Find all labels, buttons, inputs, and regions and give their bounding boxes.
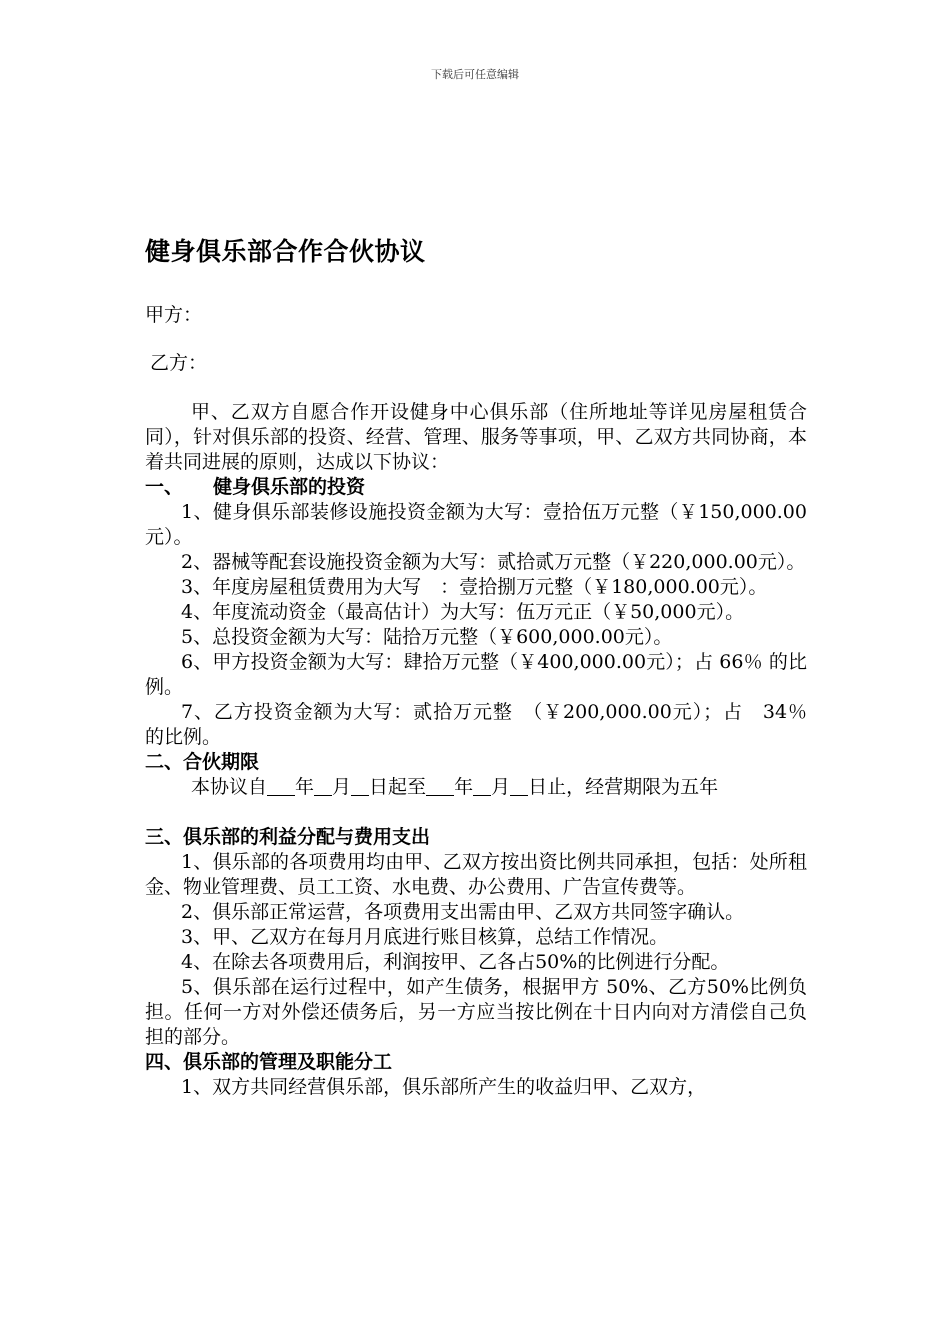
- party-a-label: 甲方：: [145, 304, 203, 326]
- fill-blank: [267, 777, 295, 796]
- section-1-item: 5、总投资金额为大写：陆拾万元整（￥600,000.00元）。: [181, 626, 673, 648]
- section-3-item: 2、俱乐部正常运营，各项费用支出需由甲、乙双方共同签字确认。: [181, 901, 745, 923]
- section-1-item: 1、健身俱乐部装修设施投资金额为大写：壹拾伍万元整（￥150,000.00元）。: [145, 501, 807, 548]
- section-1-heading: [145, 475, 807, 500]
- section-3-heading: 三、俱乐部的利益分配与费用支出: [145, 826, 431, 848]
- section-1-item: 7、乙方投资金额为大写：贰拾万元整 （￥200,000.00元）；占 34％ 的比例。: [145, 701, 807, 748]
- section-4-heading: 四、俱乐部的管理及职能分工: [145, 1051, 393, 1073]
- term-sentence: 本协议自 年 月 日起至 年 月 日止，经营期限为五年: [191, 776, 719, 798]
- section-1-item: 6、甲方投资金额为大写：肆拾万元整（￥400,000.00元）；占 66％ 的比例。: [145, 651, 807, 698]
- section-3-item: 5、俱乐部在运行过程中，如产生债务，根据甲方 50%、乙方50%比例负担。任何一方对外偿还债务后，另一方应当按比例在十日内向对方清偿自己负担的部分。: [145, 976, 807, 1048]
- fill-blank: [314, 777, 332, 796]
- section-1-title: 健身俱乐部的投资: [213, 476, 366, 498]
- section-1-item: 3、年度房屋租赁费用为大写 ：壹拾捌万元整（￥180,000.00元）。: [181, 576, 768, 598]
- section-2-heading: 二、合伙期限: [145, 751, 260, 773]
- fill-blank: [510, 777, 528, 796]
- fill-blank: [426, 777, 454, 796]
- section-3-item: 3、甲、乙双方在每月月底进行账目核算，总结工作情况。: [181, 926, 669, 948]
- party-b-label: 乙方：: [150, 352, 208, 374]
- section-4-item: 1、双方共同经营俱乐部，俱乐部所产生的收益归甲、乙双方，: [181, 1076, 707, 1098]
- intro-paragraph: 甲、乙双方自愿合作开设健身中心俱乐部（住所地址等详见房屋租赁合同），针对俱乐部的投资、经营、管理、服务等事项，甲、乙双方共同协商，本着共同进展的原则，达成以下协议：: [145, 401, 807, 473]
- section-1-number: 一、: [145, 476, 184, 498]
- section-1-item: 2、器械等配套设施投资金额为大写：贰拾贰万元整（￥220,000.00元）。: [181, 551, 806, 573]
- agreement-body: [145, 400, 807, 1100]
- section-1-item: 4、年度流动资金（最高估计）为大写：伍万元正（￥50,000元）。: [181, 601, 745, 623]
- header-note: 下载后可任意编辑: [431, 68, 519, 81]
- section-3-item: 1、俱乐部的各项费用均由甲、乙双方按出资比例共同承担，包括：处所租金、物业管理费、员工工资、水电费、办公费用、广告宣传费等。: [145, 851, 807, 898]
- document-title: 健身俱乐部合作合伙协议: [145, 237, 426, 266]
- fill-blank: [473, 777, 491, 796]
- fill-blank: [351, 777, 369, 796]
- section-3-item: 4、在除去各项费用后，利润按甲、乙各占50%的比例进行分配。: [181, 951, 730, 973]
